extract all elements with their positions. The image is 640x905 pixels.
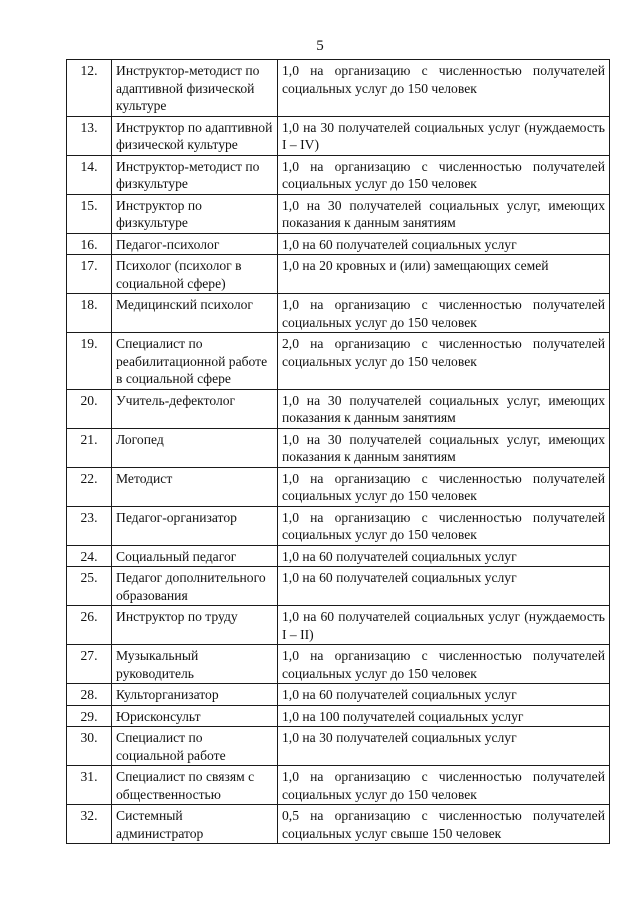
row-number: 26. xyxy=(67,606,112,645)
row-number: 25. xyxy=(67,567,112,606)
table-row xyxy=(67,684,610,706)
position-title: Инструктор по адаптивной физической культуре xyxy=(112,116,278,155)
staffing-norm: 1,0 на 30 получателей социальных услуг, имеющих показания к данным занятиям xyxy=(278,389,610,428)
table-row xyxy=(67,606,610,645)
row-number: 29. xyxy=(67,705,112,727)
row-number: 12. xyxy=(67,60,112,117)
staffing-norm: 1,0 на 30 получателей социальных услуг (нуждаемость I – IV) xyxy=(278,116,610,155)
staffing-norm: 1,0 на организацию с численностью получателей социальных услуг до 150 человек xyxy=(278,155,610,194)
table-row xyxy=(67,567,610,606)
staffing-norm: 1,0 на 60 получателей социальных услуг xyxy=(278,545,610,567)
staffing-norm: 1,0 на 20 кровных и (или) замещающих семей xyxy=(278,255,610,294)
staffing-norm: 1,0 на организацию с численностью получателей социальных услуг до 150 человек xyxy=(278,60,610,117)
table-row xyxy=(67,116,610,155)
table-body xyxy=(67,60,610,844)
row-number: 21. xyxy=(67,428,112,467)
row-number: 22. xyxy=(67,467,112,506)
row-number: 31. xyxy=(67,766,112,805)
staffing-norm: 1,0 на 60 получателей социальных услуг xyxy=(278,684,610,706)
row-number: 13. xyxy=(67,116,112,155)
table-row xyxy=(67,705,610,727)
position-title: Социальный педагог xyxy=(112,545,278,567)
staffing-norm: 1,0 на 30 получателей социальных услуг xyxy=(278,727,610,766)
table-row xyxy=(67,155,610,194)
staffing-norms-table xyxy=(66,59,610,844)
position-title: Психолог (психолог в социальной сфере) xyxy=(112,255,278,294)
row-number: 19. xyxy=(67,333,112,390)
position-title: Учитель-дефектолог xyxy=(112,389,278,428)
row-number: 16. xyxy=(67,233,112,255)
staffing-norm: 1,0 на 60 получателей социальных услуг xyxy=(278,233,610,255)
row-number: 27. xyxy=(67,645,112,684)
table-row xyxy=(67,428,610,467)
position-title: Педагог дополнительного образования xyxy=(112,567,278,606)
staffing-norm: 2,0 на организацию с численностью получателей социальных услуг до 150 человек xyxy=(278,333,610,390)
position-title: Педагог-организатор xyxy=(112,506,278,545)
row-number: 18. xyxy=(67,294,112,333)
staffing-norm: 1,0 на организацию с численностью получателей социальных услуг до 150 человек xyxy=(278,766,610,805)
row-number: 32. xyxy=(67,805,112,844)
staffing-norm: 1,0 на 30 получателей социальных услуг, имеющих показания к данным занятиям xyxy=(278,428,610,467)
staffing-norm: 1,0 на организацию с численностью получателей социальных услуг до 150 человек xyxy=(278,506,610,545)
row-number: 23. xyxy=(67,506,112,545)
row-number: 14. xyxy=(67,155,112,194)
table-row xyxy=(67,333,610,390)
position-title: Музыкальный руководитель xyxy=(112,645,278,684)
table-row xyxy=(67,727,610,766)
table-row xyxy=(67,233,610,255)
row-number: 20. xyxy=(67,389,112,428)
position-title: Педагог-психолог xyxy=(112,233,278,255)
position-title: Специалист по социальной работе xyxy=(112,727,278,766)
position-title: Инструктор-методист по адаптивной физической культуре xyxy=(112,60,278,117)
staffing-norm: 0,5 на организацию с численностью получателей социальных услуг свыше 150 человек xyxy=(278,805,610,844)
position-title: Культорганизатор xyxy=(112,684,278,706)
row-number: 15. xyxy=(67,194,112,233)
staffing-norm: 1,0 на 60 получателей социальных услуг xyxy=(278,567,610,606)
position-title: Юрисконсульт xyxy=(112,705,278,727)
table-row xyxy=(67,194,610,233)
page-number: 5 xyxy=(316,38,324,54)
table-row xyxy=(67,255,610,294)
position-title: Логопед xyxy=(112,428,278,467)
table-row xyxy=(67,467,610,506)
staffing-norm: 1,0 на 30 получателей социальных услуг, имеющих показания к данным занятиям xyxy=(278,194,610,233)
position-title: Специалист по реабилитационной работе в социальной сфере xyxy=(112,333,278,390)
row-number: 30. xyxy=(67,727,112,766)
table-row xyxy=(67,506,610,545)
position-title: Инструктор по труду xyxy=(112,606,278,645)
table-row xyxy=(67,60,610,117)
staffing-norm: 1,0 на 60 получателей социальных услуг (нуждаемость I – II) xyxy=(278,606,610,645)
staffing-norm: 1,0 на организацию с численностью получателей социальных услуг до 150 человек xyxy=(278,467,610,506)
row-number: 17. xyxy=(67,255,112,294)
table-row xyxy=(67,545,610,567)
table-row xyxy=(67,805,610,844)
staffing-norm: 1,0 на организацию с численностью получателей социальных услуг до 150 человек xyxy=(278,294,610,333)
position-title: Медицинский психолог xyxy=(112,294,278,333)
staffing-norm: 1,0 на 100 получателей социальных услуг xyxy=(278,705,610,727)
position-title: Методист xyxy=(112,467,278,506)
table-row xyxy=(67,294,610,333)
position-title: Специалист по связям с общественностью xyxy=(112,766,278,805)
table-row xyxy=(67,766,610,805)
row-number: 28. xyxy=(67,684,112,706)
table-row xyxy=(67,645,610,684)
table-row xyxy=(67,389,610,428)
position-title: Системный администратор xyxy=(112,805,278,844)
row-number: 24. xyxy=(67,545,112,567)
staffing-norm: 1,0 на организацию с численностью получателей социальных услуг до 150 человек xyxy=(278,645,610,684)
position-title: Инструктор-методист по физкультуре xyxy=(112,155,278,194)
position-title: Инструктор по физкультуре xyxy=(112,194,278,233)
